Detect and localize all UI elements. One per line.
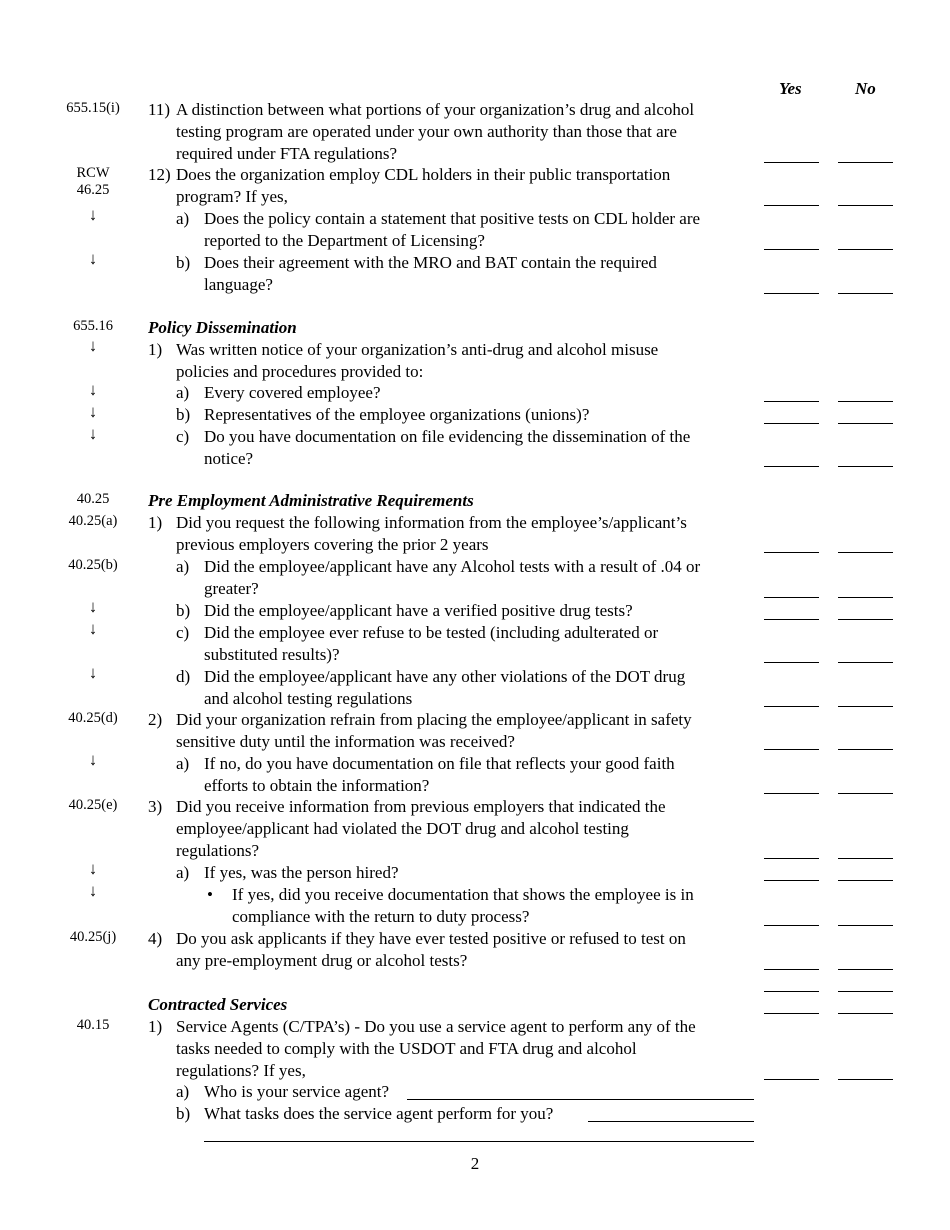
continuation-arrow: ↓ (88, 750, 98, 769)
question-text: Do you ask applicants if they have ever tested positive or refused to test on (176, 929, 686, 948)
yes-answer-line[interactable] (764, 552, 819, 553)
question-number: 1) (148, 1017, 163, 1036)
question-text: testing program are operated under your own authority than those that are (176, 122, 677, 141)
no-answer-line[interactable] (838, 925, 893, 926)
yes-answer-line[interactable] (764, 662, 819, 663)
yes-answer-line[interactable] (764, 793, 819, 794)
no-answer-line[interactable] (838, 1079, 893, 1080)
no-answer-line[interactable] (838, 205, 893, 206)
no-answer-line[interactable] (838, 749, 893, 750)
question-number: 1) (148, 340, 163, 359)
service-tasks-field[interactable] (588, 1121, 754, 1122)
question-text: If yes, was the person hired? (204, 863, 399, 882)
yes-answer-line[interactable] (764, 969, 819, 970)
question-text: Did the employee/applicant have any other violations of the DOT drug (204, 667, 686, 686)
no-answer-line[interactable] (838, 619, 893, 620)
no-answer-line[interactable] (838, 969, 893, 970)
yes-answer-line[interactable] (764, 706, 819, 707)
question-number: b) (176, 1104, 191, 1123)
question-number: d) (176, 667, 191, 686)
yes-answer-line[interactable] (764, 880, 819, 881)
no-answer-line[interactable] (838, 991, 893, 992)
question-text: Does the organization employ CDL holders in their public transportation (176, 165, 671, 184)
yes-answer-line[interactable] (764, 423, 819, 424)
question-text: any pre-employment drug or alcohol tests? (176, 951, 468, 970)
no-column-header: No (855, 79, 876, 98)
question-text: Every covered employee? (204, 383, 381, 402)
no-answer-line[interactable] (838, 162, 893, 163)
yes-answer-line[interactable] (764, 162, 819, 163)
question-text: regulations? (176, 841, 260, 860)
question-text: Did you receive information from previous employers that indicated the (176, 797, 666, 816)
no-answer-line[interactable] (838, 597, 893, 598)
question-text: Does the policy contain a statement that positive tests on CDL holder are (204, 209, 701, 228)
continuation-arrow: ↓ (88, 619, 98, 638)
yes-answer-line[interactable] (764, 991, 819, 992)
question-text: notice? (204, 449, 254, 468)
yes-answer-line[interactable] (764, 1013, 819, 1014)
question-text: sensitive duty until the information was received? (176, 732, 515, 751)
continuation-arrow: ↓ (88, 597, 98, 616)
service-tasks-field-continued[interactable] (204, 1141, 754, 1142)
question-text: Did your organization refrain from placing the employee/applicant in safety (176, 710, 692, 729)
question-number: b) (176, 601, 191, 620)
question-text: compliance with the return to duty process? (232, 907, 530, 926)
question-text: efforts to obtain the information? (204, 776, 430, 795)
regulation-ref: 40.15 (76, 1017, 110, 1033)
continuation-arrow: ↓ (88, 249, 98, 268)
yes-answer-line[interactable] (764, 293, 819, 294)
question-text: Did the employee/applicant have a verified positive drug tests? (204, 601, 633, 620)
yes-answer-line[interactable] (764, 466, 819, 467)
regulation-ref: 40.25(j) (69, 929, 117, 945)
question-number: a) (176, 209, 190, 228)
regulation-ref: 40.25(e) (68, 797, 118, 813)
question-text: If no, do you have documentation on file that reflects your good faith (204, 754, 675, 773)
continuation-arrow: ↓ (88, 859, 98, 878)
no-answer-line[interactable] (838, 423, 893, 424)
yes-column-header: Yes (779, 79, 802, 98)
no-answer-line[interactable] (838, 880, 893, 881)
regulation-ref: 40.25 (76, 491, 110, 507)
question-text: tasks needed to comply with the USDOT and FTA drug and alcohol (176, 1039, 637, 1058)
question-number: a) (176, 557, 190, 576)
question-text: reported to the Department of Licensing? (204, 231, 485, 250)
question-text: Did the employee/applicant have any Alcohol tests with a result of .04 or (204, 557, 701, 576)
question-text: previous employers covering the prior 2 years (176, 535, 489, 554)
question-text: required under FTA regulations? (176, 144, 397, 163)
question-text: regulations? If yes, (176, 1061, 306, 1080)
question-number: b) (176, 253, 191, 272)
regulation-ref: 46.25 (76, 182, 110, 198)
continuation-arrow: ↓ (88, 402, 98, 421)
section-heading: Policy Dissemination (148, 318, 297, 337)
continuation-arrow: ↓ (88, 380, 98, 399)
continuation-arrow: ↓ (88, 424, 98, 443)
no-answer-line[interactable] (838, 466, 893, 467)
question-text: A distinction between what portions of your organization’s drug and alcohol (176, 100, 695, 119)
question-text: substituted results)? (204, 645, 340, 664)
yes-answer-line[interactable] (764, 401, 819, 402)
no-answer-line[interactable] (838, 293, 893, 294)
yes-answer-line[interactable] (764, 925, 819, 926)
question-text: Was written notice of your organization’s anti-drug and alcohol misuse (176, 340, 659, 359)
regulation-ref: 40.25(a) (68, 513, 118, 529)
continuation-arrow: ↓ (88, 881, 98, 900)
section-heading: Contracted Services (148, 995, 288, 1014)
yes-answer-line[interactable] (764, 1079, 819, 1080)
question-number: a) (176, 1082, 190, 1101)
regulation-ref: RCW (76, 165, 110, 181)
question-text: Does their agreement with the MRO and BAT contain the required (204, 253, 657, 272)
page-number: 2 (470, 1154, 480, 1173)
question-text: Did the employee ever refuse to be tested (including adulterated or (204, 623, 659, 642)
yes-answer-line[interactable] (764, 205, 819, 206)
question-number: 11) (148, 100, 171, 119)
question-text: Did you request the following information from the employee’s/applicant’s (176, 513, 687, 532)
no-answer-line[interactable] (838, 552, 893, 553)
yes-answer-line[interactable] (764, 858, 819, 859)
question-text: program? If yes, (176, 187, 288, 206)
question-text: and alcohol testing regulations (204, 689, 413, 708)
no-answer-line[interactable] (838, 249, 893, 250)
no-answer-line[interactable] (838, 858, 893, 859)
question-number: 3) (148, 797, 163, 816)
regulation-ref: 40.25(d) (68, 710, 118, 726)
question-number: b) (176, 405, 191, 424)
question-text: What tasks does the service agent perform for you? (204, 1104, 554, 1123)
continuation-arrow: ↓ (88, 205, 98, 224)
service-agent-field[interactable] (407, 1099, 754, 1100)
question-number: 12) (148, 165, 171, 184)
question-text: If yes, did you receive documentation that shows the employee is in (232, 885, 694, 904)
bullet: • (207, 885, 213, 904)
yes-answer-line[interactable] (764, 597, 819, 598)
no-answer-line[interactable] (838, 793, 893, 794)
question-text: Service Agents (C/TPA’s) - Do you use a service agent to perform any of the (176, 1017, 696, 1036)
continuation-arrow: ↓ (88, 663, 98, 682)
no-answer-line[interactable] (838, 706, 893, 707)
yes-answer-line[interactable] (764, 619, 819, 620)
question-text: policies and procedures provided to: (176, 362, 424, 381)
continuation-arrow: ↓ (88, 336, 98, 355)
yes-answer-line[interactable] (764, 249, 819, 250)
no-answer-line[interactable] (838, 1013, 893, 1014)
question-text: Representatives of the employee organizations (unions)? (204, 405, 590, 424)
question-text: greater? (204, 579, 259, 598)
question-text: Who is your service agent? (204, 1082, 390, 1101)
question-number: a) (176, 383, 190, 402)
no-answer-line[interactable] (838, 662, 893, 663)
question-number: a) (176, 754, 190, 773)
regulation-ref: 655.15(i) (66, 100, 120, 116)
no-answer-line[interactable] (838, 401, 893, 402)
question-number: c) (176, 427, 190, 446)
question-text: Do you have documentation on file evidencing the dissemination of the (204, 427, 691, 446)
question-number: a) (176, 863, 190, 882)
question-number: c) (176, 623, 190, 642)
regulation-ref: 655.16 (73, 318, 113, 334)
question-text: language? (204, 275, 273, 294)
regulation-ref: 40.25(b) (68, 557, 118, 573)
question-number: 2) (148, 710, 163, 729)
section-heading: Pre Employment Administrative Requirements (148, 491, 474, 510)
question-text: employee/applicant had violated the DOT drug and alcohol testing (176, 819, 629, 838)
question-number: 4) (148, 929, 163, 948)
yes-answer-line[interactable] (764, 749, 819, 750)
question-number: 1) (148, 513, 163, 532)
